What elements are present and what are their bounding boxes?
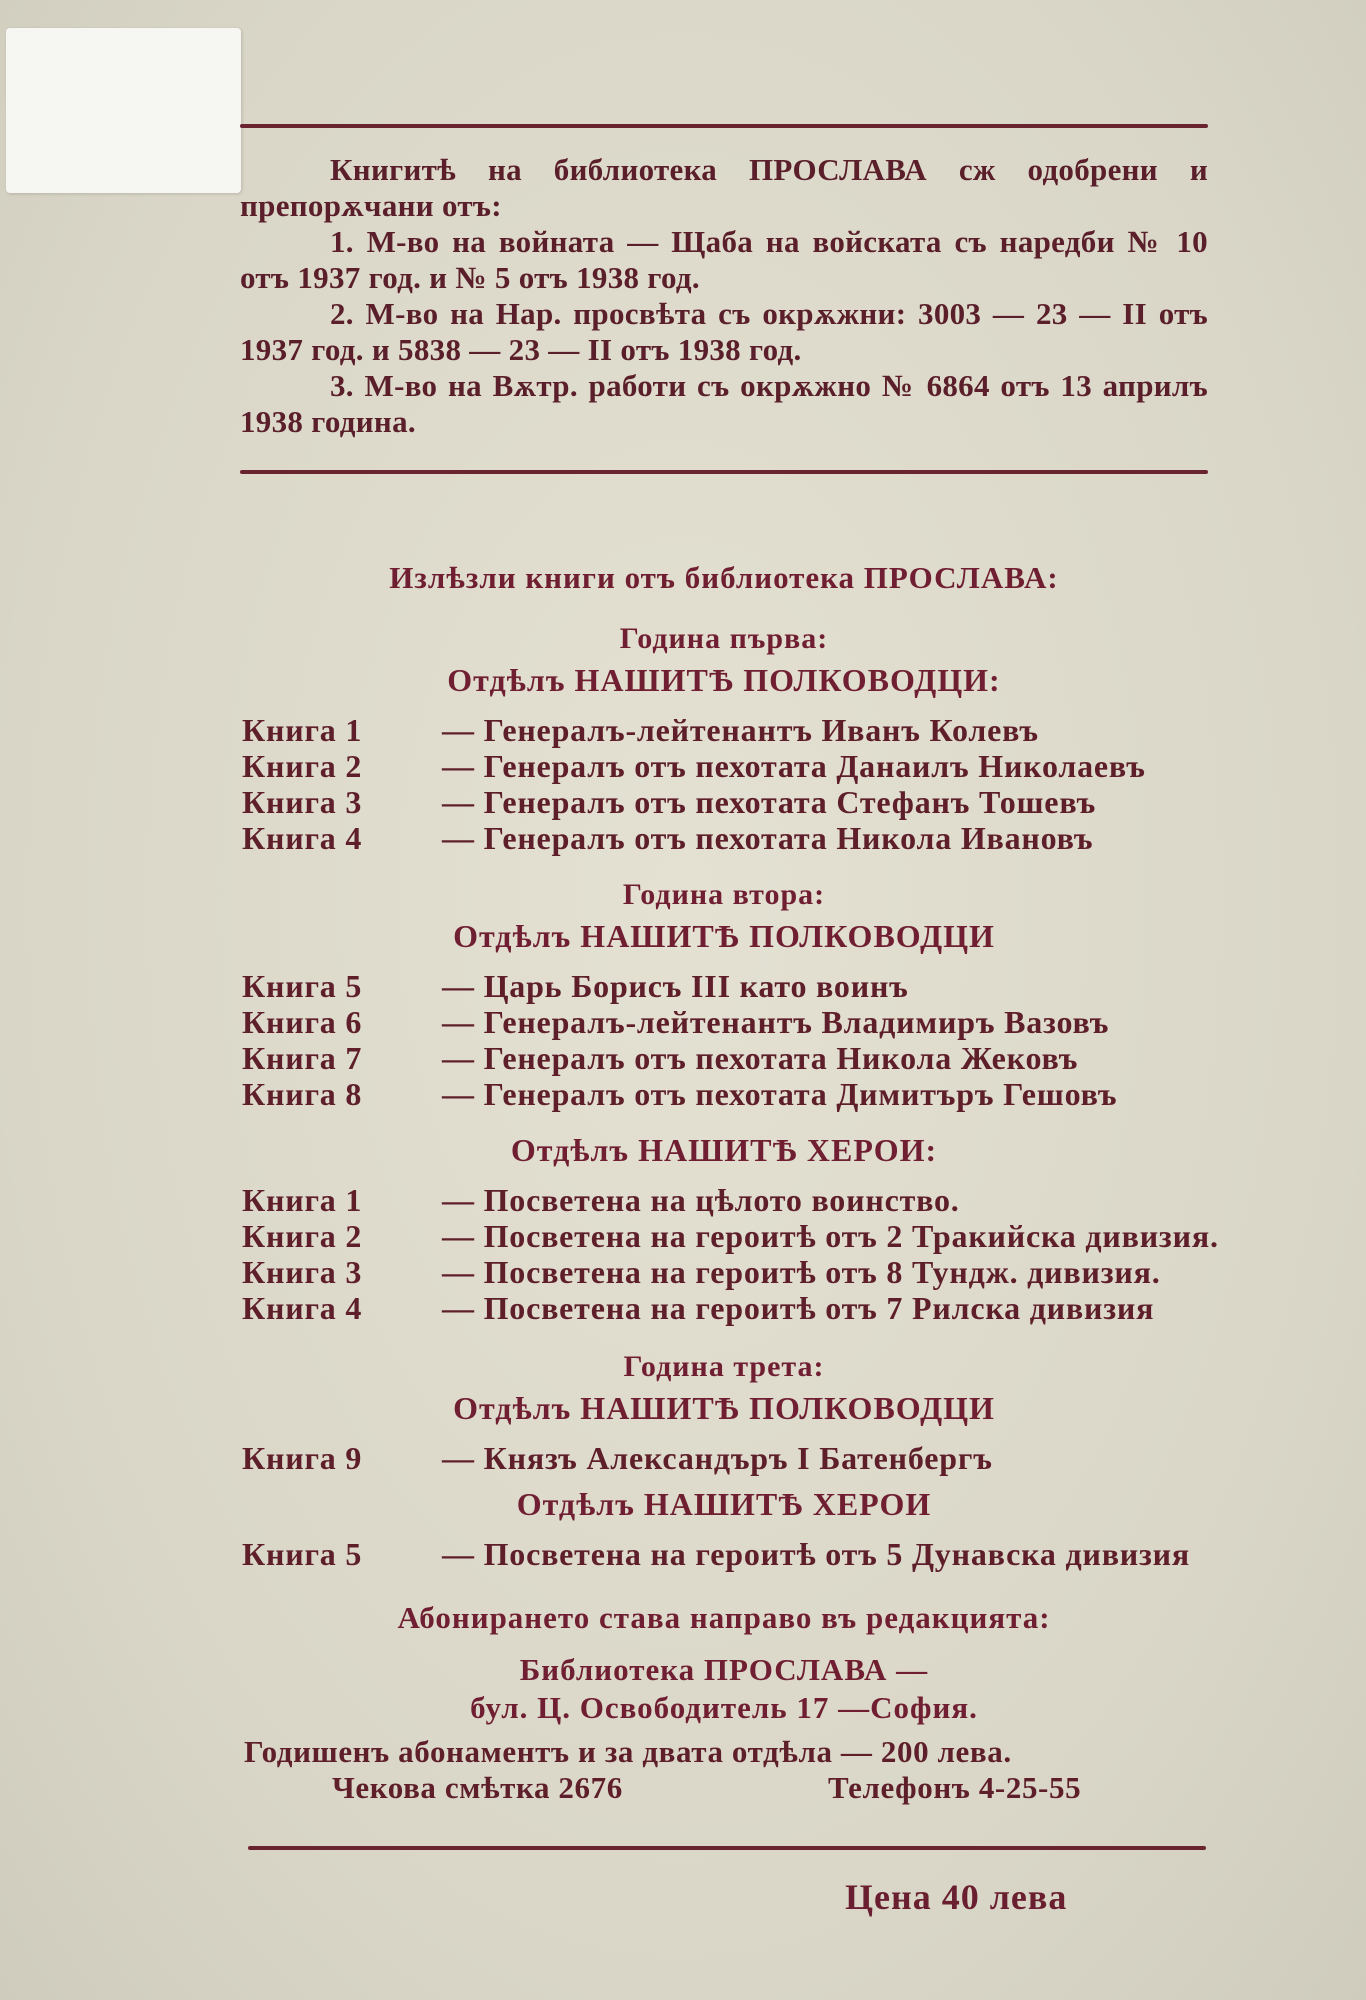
year2-title: Година втора: bbox=[622, 878, 826, 911]
book-item: Книга 1 — Посветена на цѣлото воинство. bbox=[242, 1182, 960, 1218]
subscription-heading: Абонирането става направо въ редакцията: bbox=[397, 1600, 1051, 1635]
year3-section: Отдѣлъ НАШИТѢ ПОЛКОВОДЦИ bbox=[453, 1390, 995, 1426]
year1-section: Отдѣлъ НАШИТѢ ПОЛКОВОДЦИ: bbox=[447, 662, 1001, 698]
book-item: Книга 3 — Генералъ отъ пехотата Стефанъ Тошевъ bbox=[242, 784, 1097, 820]
year2-heroes-section: Отдѣлъ НАШИТѢ ХЕРОИ: bbox=[510, 1132, 938, 1168]
publisher-name: Библиотека ПРОСЛАВА — bbox=[519, 1652, 929, 1687]
year3-heroes-section: Отдѣлъ НАШИТѢ ХЕРОИ bbox=[516, 1486, 932, 1522]
book-item: Книга 5 — Царь Борисъ III като воинъ bbox=[242, 968, 909, 1004]
approval-item-2: 2. М-во на Нар. просвѣта съ окрѫжни: 3003 — 23 — II отъ 1937 год. и 5838 — 23 — II отъ 1938 год. bbox=[240, 296, 1208, 367]
book-item: Книга 7 — Генералъ отъ пехотата Никола Жековъ bbox=[242, 1040, 1079, 1076]
book-item: Книга 4 — Посветена на героитѣ отъ 7 Рилска дивизия bbox=[242, 1290, 1155, 1326]
phone-number: Телефонъ 4-25-55 bbox=[828, 1770, 1082, 1805]
year2-section: Отдѣлъ НАШИТѢ ПОЛКОВОДЦИ bbox=[453, 918, 995, 954]
book-item: Книга 4 — Генералъ отъ пехотата Никола Ивановъ bbox=[242, 820, 1094, 856]
approval-item-1: 1. М-во на войната — Щаба на войската съ наредби № 10 отъ 1937 год. и № 5 отъ 1938 год. bbox=[240, 224, 1208, 295]
book-item: Книга 2 — Посветена на героитѣ отъ 2 Тракийска дивизия. bbox=[242, 1218, 1219, 1254]
year1-title: Година първа: bbox=[619, 622, 829, 655]
approval-item-3: 3. М-во на Вѫтр. работи съ окрѫжно № 6864 отъ 13 априлъ 1938 година. bbox=[240, 368, 1208, 439]
middle-rule bbox=[240, 470, 1208, 474]
approval-paragraph bbox=[240, 152, 1208, 440]
publisher-address: бул. Ц. Освободитель 17 —София. bbox=[470, 1690, 978, 1725]
book-item: Книга 2 — Генералъ отъ пехотата Данаилъ Николаевъ bbox=[242, 748, 1146, 784]
published-heading: Излѣзли книги отъ библиотека ПРОСЛАВА: bbox=[389, 560, 1059, 595]
book-item: Книга 1 — Генералъ-лейтенантъ Иванъ Колевъ bbox=[242, 712, 1039, 748]
approval-intro: Книгитѣ на библиотека ПРОСЛАВА сж одобрени и препорѫчани отъ: bbox=[240, 152, 1208, 223]
book-item: Книга 3 — Посветена на героитѣ отъ 8 Тундж. дивизия. bbox=[242, 1254, 1161, 1290]
book-item: Книга 5 — Посветена на героитѣ отъ 5 Дунавска дивизия bbox=[242, 1536, 1191, 1572]
price-label: Цена 40 лева bbox=[845, 1877, 1068, 1917]
book-item: Книга 9 — Князъ Александъръ I Батенбергъ bbox=[242, 1440, 993, 1476]
book-item: Книга 8 — Генералъ отъ пехотата Димитъръ Гешовъ bbox=[242, 1076, 1118, 1112]
top-rule bbox=[240, 124, 1208, 128]
bottom-rule bbox=[248, 1846, 1206, 1850]
check-account: Чекова смѣтка 2676 bbox=[332, 1770, 623, 1805]
sticker-label bbox=[6, 28, 241, 193]
book-item: Книга 6 — Генералъ-лейтенантъ Владимиръ Вазовъ bbox=[242, 1004, 1110, 1040]
annual-subscription: Годишенъ абонаментъ и за двата отдѣла — 200 лева. bbox=[244, 1734, 1012, 1769]
year3-title: Година трета: bbox=[623, 1350, 825, 1383]
